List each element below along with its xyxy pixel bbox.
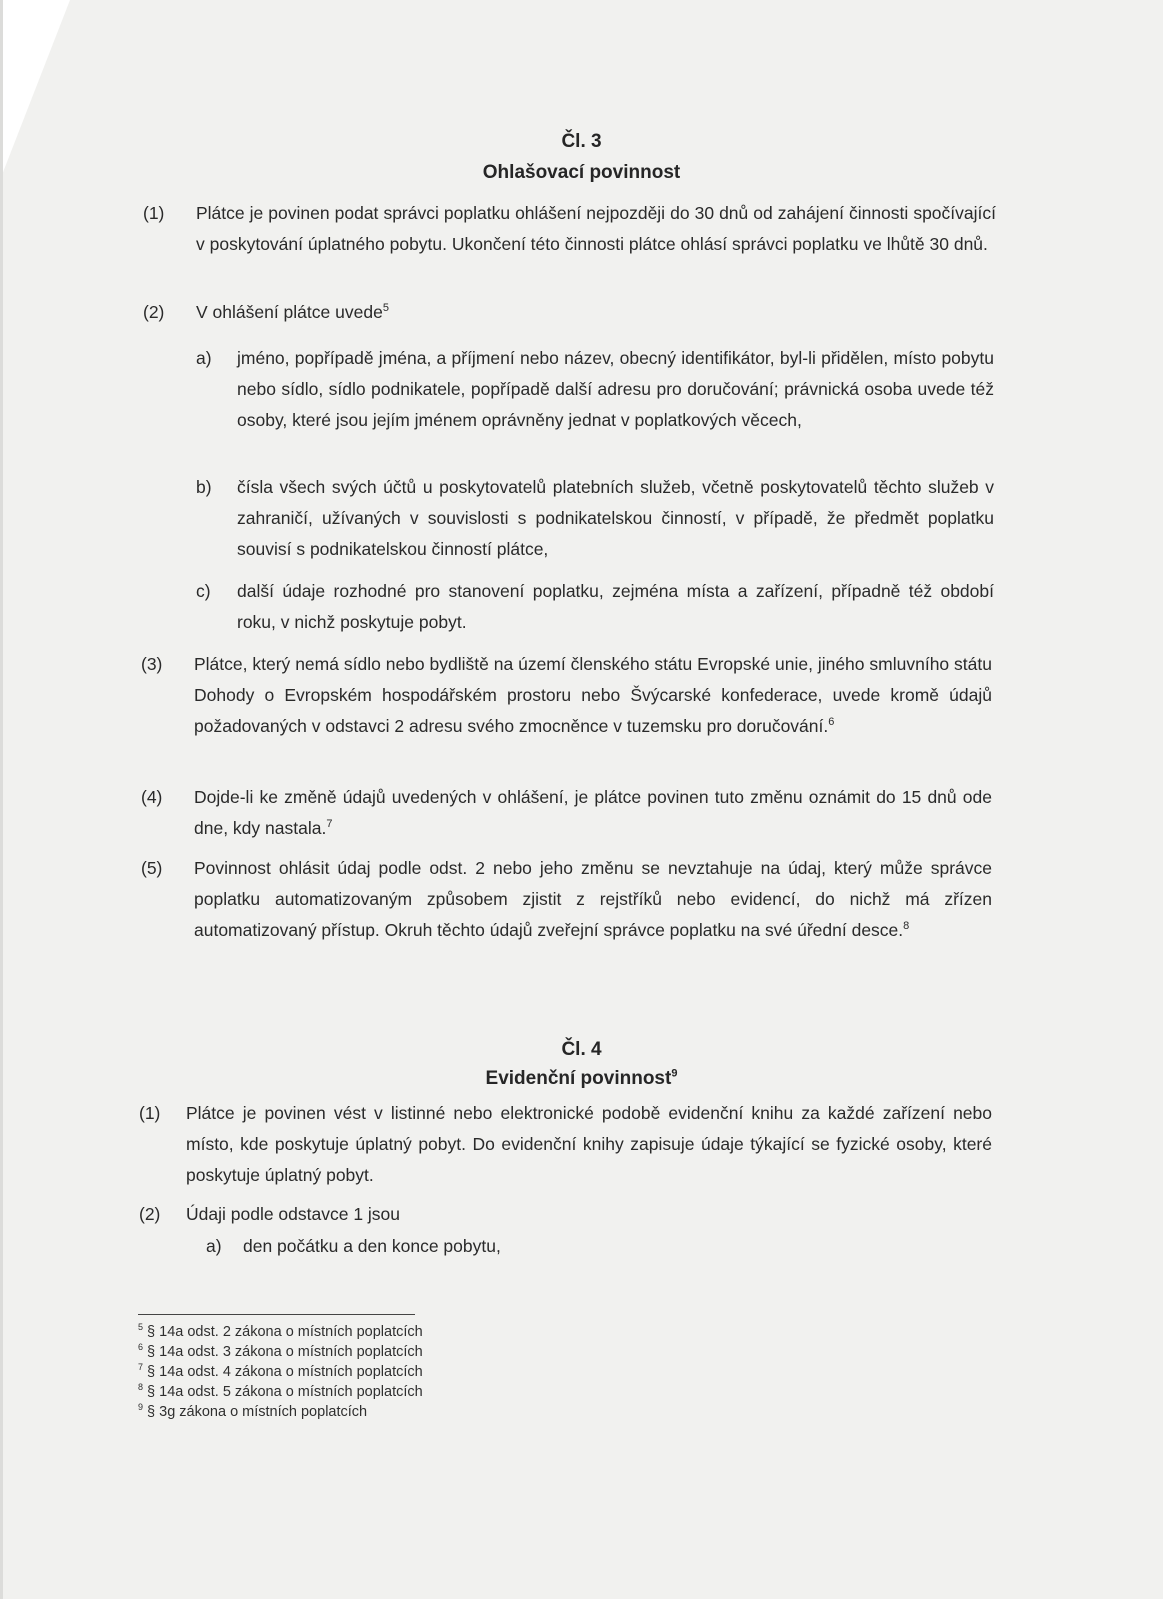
article-4-number: Čl. 4 (561, 1039, 602, 1060)
footnote-mark: 9 (138, 1402, 144, 1413)
list-item (237, 472, 994, 565)
paragraph-number: (1) (139, 1103, 161, 1123)
paragraph-body: Dojde-li ke změně údajů uvedených v ohlášení, je plátce povinen tuto změnu oznámit do 15 dnů ode dne, kdy nastala. (194, 787, 992, 838)
paragraph-number: (2) (139, 1204, 161, 1224)
paragraph-number: (4) (141, 787, 163, 807)
list-item-letter: a) (196, 348, 212, 368)
list-item-text: jméno, popřípadě jména, a příjmení nebo název, obecný identifikátor, byl-li přidělen, místo pobytu nebo sídlo, sídlo podnikatele, popřípadě další adresu pro doručování; právnická osoba uvede též osoby, které jsou jejím jménem oprávněny jednat v poplatkových věcech, (237, 348, 994, 430)
footnotes (138, 1322, 423, 1422)
paragraph-body: Údaji podle odstavce 1 jsou (186, 1204, 401, 1224)
paragraph-number: (1) (143, 203, 165, 223)
article-3-title: Ohlašovací povinnost (482, 162, 681, 183)
footnote-ref: 7 (326, 818, 333, 831)
list-item-letter: b) (196, 477, 212, 497)
footnote-separator (138, 1314, 415, 1315)
paragraph-number: (2) (143, 302, 165, 322)
paragraph-text (194, 649, 992, 742)
paragraph-text (196, 297, 996, 328)
footnote-mark: 5 (138, 1322, 144, 1333)
footnote-ref: 9 (671, 1067, 678, 1080)
footnote-text: § 14a odst. 4 zákona o místních poplatcích (147, 1364, 423, 1380)
paragraph-text (186, 1098, 992, 1191)
paragraph-body: Plátce, který nemá sídlo nebo bydliště na území členského státu Evropské unie, jiného smluvního státu Dohody o Evropském hospodářském prostoru nebo Švýcarské konfederace, uvede kromě údajů požadovaných v odstavci 2 adresu svého zmocněnce v tuzemsku pro doručování. (194, 654, 992, 736)
paragraph-text (194, 782, 992, 844)
article-3-number: Čl. 3 (561, 131, 602, 152)
footnote-ref: 6 (828, 716, 835, 729)
footnote (138, 1382, 423, 1402)
list-item-letter: c) (196, 581, 211, 601)
footnote-mark: 6 (138, 1342, 144, 1353)
paragraph-body: Plátce je povinen podat správci poplatku ohlášení nejpozději do 30 dnů od zahájení činnosti spočívající v poskytování úplatného pobytu. Ukončení této činnosti plátce ohlásí správci poplatku ve lhůtě 30 dnů. (196, 203, 996, 254)
paragraph-body: Plátce je povinen vést v listinné nebo elektronické podobě evidenční knihu za každé zařízení nebo místo, kde poskytuje úplatný pobyt. Do evidenční knihy zapisuje údaje týkající se fyzické osoby, které poskytuje úplatný pobyt. (186, 1103, 992, 1185)
paragraph-text (186, 1199, 992, 1230)
list-item (243, 1231, 992, 1262)
article-4-title: Evidenční povinnost (485, 1068, 672, 1089)
article-4-title-line (0, 1064, 1163, 1094)
footnote-text: § 14a odst. 2 zákona o místních poplatcích (147, 1324, 423, 1340)
footnote (138, 1322, 423, 1342)
paragraph-body: V ohlášení plátce uvede (196, 302, 383, 322)
list-item-text: den počátku a den konce pobytu, (243, 1236, 501, 1256)
footnote-text: § 3g zákona o místních poplatcích (147, 1404, 368, 1420)
paragraph-number: (3) (141, 654, 163, 674)
list-item (237, 343, 994, 436)
footnote-mark: 7 (138, 1362, 144, 1373)
paragraph-body: Povinnost ohlásit údaj podle odst. 2 nebo jeho změnu se nevztahuje na údaj, který může správce poplatku automatizovaným způsobem zjistit z rejstříků nebo evidencí, do nichž má zřízen automatizovaný přístup. Okruh těchto údajů zveřejní správce poplatku na své úřední desce. (194, 858, 992, 940)
footnote (138, 1362, 423, 1382)
footnote (138, 1342, 423, 1362)
list-item-text: čísla všech svých účtů u poskytovatelů platebních služeb, včetně poskytovatelů těchto služeb v zahraničí, užívaných v souvislosti s podnikatelskou činností, v případě, že předmět poplatku souvisí s podnikatelskou činností plátce, (237, 477, 994, 559)
footnote (138, 1402, 423, 1422)
footnote-text: § 14a odst. 5 zákona o místních poplatcích (147, 1384, 423, 1400)
list-item-text: další údaje rozhodné pro stanovení poplatku, zejména místa a zařízení, případně též období roku, v nichž poskytuje pobyt. (237, 581, 994, 632)
paragraph-text (196, 198, 996, 260)
paragraph-text (194, 853, 992, 946)
paragraph-number: (5) (141, 858, 163, 878)
footnote-ref: 8 (903, 920, 910, 933)
list-item-letter: a) (206, 1236, 222, 1256)
footnote-mark: 8 (138, 1382, 144, 1393)
list-item (237, 576, 994, 638)
footnote-ref: 5 (382, 302, 389, 315)
footnote-text: § 14a odst. 3 zákona o místních poplatcích (147, 1344, 423, 1360)
